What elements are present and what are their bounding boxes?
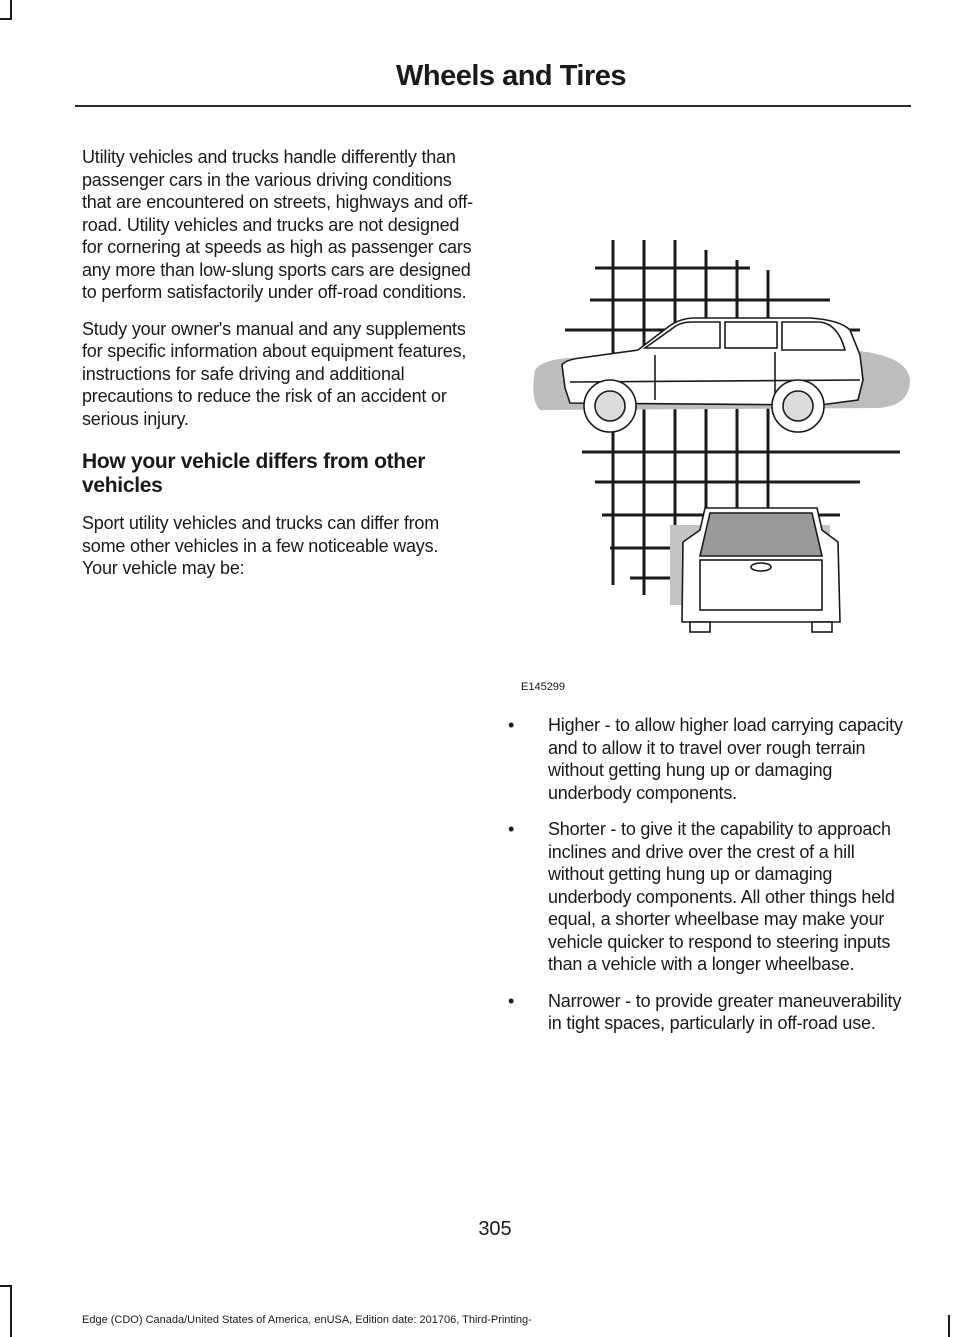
bullet-symbol: •: [508, 990, 515, 1011]
differ-paragraph: Sport utility vehicles and trucks can differ from some other vehicles in a few noticeable ways. Your vehicle may be:: [82, 513, 440, 578]
list-item: [508, 818, 913, 976]
manual-paragraph: Study your owner's manual and any supplements for specific information about equipment features, instructions for safe driving and additional precautions to reduce the risk of an accident or serious injury.: [82, 318, 467, 429]
intro-paragraph: Utility vehicles and trucks handle differently than passenger cars in the various driving conditions that are encountered on streets, highways and off-road. Utility vehicles and trucks are not designed for cornering at speeds as high as passenger cars any more than low-slung sports cars are designed to perform satisfactorily under off-road conditions.: [82, 147, 473, 302]
list-item: [508, 990, 913, 1035]
section-heading: How your vehicle differs from other vehicles: [82, 450, 426, 497]
crop-mark: [0, 1285, 12, 1287]
suv-rear-view: [682, 508, 840, 632]
left-column: [82, 146, 477, 594]
crop-mark: [0, 18, 12, 20]
crop-mark: [10, 0, 12, 18]
crop-mark: [10, 1285, 12, 1337]
right-column: [508, 714, 913, 1049]
suv-side-view: [562, 318, 863, 432]
header-rule: [75, 105, 911, 107]
bullet-text: Shorter - to give it the capability to approach inclines and drive over the crest of a hill without getting hung up or damaging underbody components. All other things held equal, a shorter wheelbase may make your vehicle quicker to respond to steering inputs than a vehicle with a longer wheelbase.: [548, 819, 895, 974]
bullet-text: Higher - to allow higher load carrying capacity and to allow it to travel over rough terrain without getting hung up or damaging underbody components.: [548, 715, 903, 803]
footer-text: Edge (CDO) Canada/United States of America, enUSA, Edition date: 201706, Third-Printing-: [82, 1314, 532, 1326]
page-title: Wheels and Tires: [396, 60, 626, 92]
bullet-symbol: •: [508, 715, 515, 735]
crop-mark: [948, 1315, 950, 1337]
figure-code: E145299: [521, 681, 566, 693]
suv-illustration: [520, 230, 920, 700]
bullet-symbol: •: [508, 819, 515, 839]
page-number: 305: [478, 1218, 512, 1240]
list-item: [508, 714, 913, 804]
bullet-text: Narrower - to provide greater maneuverability in tight spaces, particularly in off-road use.: [548, 990, 902, 1033]
